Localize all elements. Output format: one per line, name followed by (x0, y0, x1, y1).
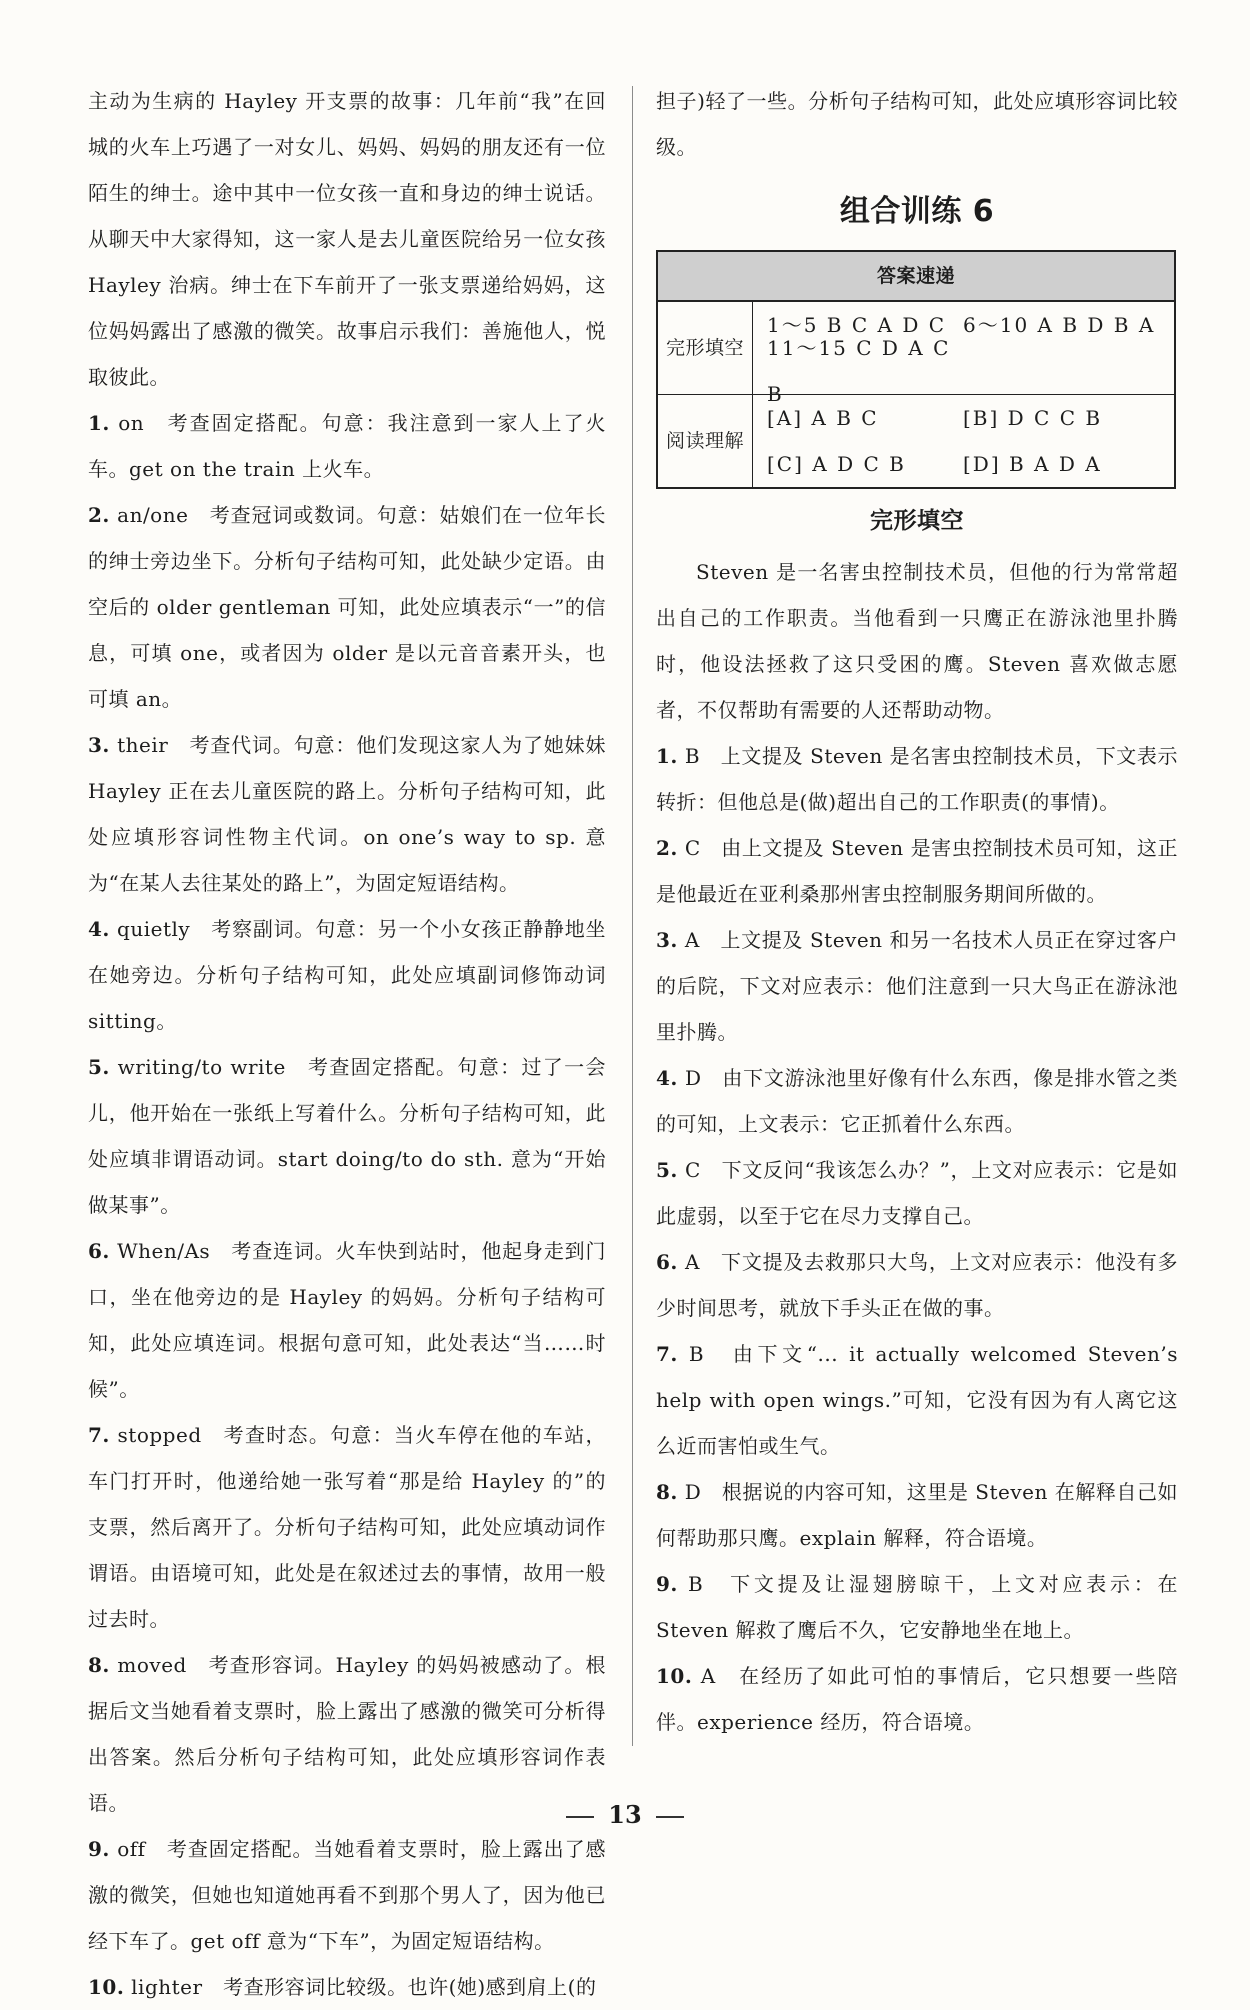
item-text: B 下文提及让湿翅膀晾干，上文对应表示：在 Steven 解救了鹰后不久，它安静地坐在地上。 (656, 1572, 1179, 1642)
item-text: on 考查固定搭配。句意：我注意到一家人上了火车。get on the train 上火车。 (88, 411, 607, 481)
item-number: 3. (88, 733, 110, 757)
list-item (656, 825, 1178, 917)
answer-cell (753, 395, 1176, 489)
item-text: off 考查固定搭配。当她看着支票时，脸上露出了感激的微笑，但她也知道她再看不到那个男人了，因为他已经下车了。get off 意为“下车”，为固定短语结构。 (88, 1837, 606, 1953)
item-number: 6. (656, 1250, 678, 1274)
answer-table-header: 答案速递 (657, 251, 1175, 301)
item-text: B 由下文“... it actually welcomed Steven’s help with open wings.”可知，它没有因为有人离它这么近而害怕或生气。 (656, 1342, 1178, 1458)
item-number: 4. (656, 1066, 678, 1090)
item-text: D 根据说的内容可知，这里是 Steven 在解释自己如何帮助那只鹰。explain 解释，符合语境。 (656, 1480, 1179, 1550)
list-item (656, 1653, 1178, 1745)
item-number: 8. (88, 1653, 110, 1677)
item-number: 10. (88, 1975, 125, 1999)
item-number: 9. (88, 1837, 110, 1861)
list-item (656, 1561, 1178, 1653)
list-item (88, 906, 606, 1044)
item-number: 2. (656, 836, 678, 860)
table-row (657, 395, 1175, 489)
list-item (656, 1055, 1178, 1147)
answer-group: 6～10 A B D B A (963, 313, 1156, 337)
item-text: their 考查代词。句意：他们发现这家人为了她妹妹 Hayley 正在去儿童医院的路上。分析句子结构可知，此处应填形容词性物主代词。on one’s way to sp. 意为“在某人去往某处的路上”，为固定短语结构。 (88, 733, 606, 895)
column-divider (632, 86, 633, 1746)
item-text: A 上文提及 Steven 和另一名技术人员正在穿过客户的后院，下文对应表示：他们注意到一只大鸟正在游泳池里扑腾。 (656, 928, 1179, 1044)
item-text: writing/to write 考查固定搭配。句意：过了一会儿，他开始在一张纸上写着什么。分析句子结构可知，此处应填非谓语动词。start doing/to do sth. 意为“开始做某事”。 (88, 1055, 606, 1217)
passage-summary: Steven 是一名害虫控制技术员，但他的行为常常超出自己的工作职责。当他看到一只鹰正在游泳池里扑腾时，他设法拯救了这只受困的鹰。Steven 喜欢做志愿者，不仅帮助有需要的人还帮助动物。 (656, 560, 1178, 722)
item-text: quietly 考察副词。句意：另一个小女孩正静静地坐在她旁边。分析句子结构可知，此处应填副词修饰动词 sitting。 (88, 917, 606, 1033)
list-item (88, 1228, 606, 1412)
list-item (656, 733, 1178, 825)
footer-dash (566, 1816, 594, 1818)
item-number: 5. (656, 1158, 678, 1182)
continuation-text: 担子)轻了一些。分析句子结构可知，此处应填形容词比较级。 (656, 89, 1178, 159)
list-item (88, 1642, 606, 1826)
list-item (88, 1044, 606, 1228)
page-number: 13 (608, 1800, 642, 1829)
table-row (657, 301, 1175, 395)
answer-group: [D] B A D A (963, 452, 1102, 476)
list-item (88, 722, 606, 906)
list-item (88, 1964, 606, 2010)
left-column (88, 78, 606, 2010)
item-number: 6. (88, 1239, 110, 1263)
item-number: 1. (88, 411, 110, 435)
answer-group: [C] A D C B (767, 452, 906, 476)
item-number: 4. (88, 917, 110, 941)
story-summary: 主动为生病的 Hayley 开支票的故事：几年前“我”在回城的火车上巧遇了一对女儿、妈妈、妈妈的朋友还有一位陌生的绅士。途中其中一位女孩一直和身边的绅士说话。从聊天中大家得知，这一家人是去儿童医院给另一位女孩 Hayley 治病。绅士在下车前开了一张支票递给妈妈，这位妈妈露出了感激的微笑。故事启示我们：善施他人，悦取彼此。 (88, 89, 606, 389)
list-item (656, 1469, 1178, 1561)
list-item (88, 1412, 606, 1642)
item-number: 5. (88, 1055, 110, 1079)
answer-group: 11～15 C D A C B (767, 336, 951, 406)
page-footer (0, 1800, 1250, 1829)
list-item (88, 400, 606, 492)
list-item (656, 917, 1178, 1055)
item-text: an/one 考查冠词或数词。句意：姑娘们在一位年长的绅士旁边坐下。分析句子结构可知，此处缺少定语。由空后的 older gentleman 可知，此处应填表示“一”的信息，可填 one，或者因为 older 是以元音音素开头，也可填 an。 (88, 503, 607, 711)
answer-group: [B] D C C B (963, 406, 1103, 430)
item-text: stopped 考查时态。句意：当火车停在他的车站，车门打开时，他递给她一张写着“那是给 Hayley 的”的支票，然后离开了。分析句子结构可知，此处应填动词作谓语。由语境可知，此处是在叙述过去的事情，故用一般过去时。 (88, 1423, 606, 1631)
item-number: 9. (656, 1572, 678, 1596)
answer-cell (753, 301, 1176, 406)
item-text: When/As 考查连词。火车快到站时，他起身走到门口，坐在他旁边的是 Hayley 的妈妈。分析句子结构可知，此处应填连词。根据句意可知，此处表达“当……时候”。 (88, 1239, 607, 1401)
item-number: 2. (88, 503, 110, 527)
right-column (656, 78, 1178, 1745)
section-title: 组合训练 6 (839, 194, 995, 229)
item-text: C 由上文提及 Steven 是害虫控制技术员可知，这正是他最近在亚利桑那州害虫控制服务期间所做的。 (656, 836, 1179, 906)
row-label: 阅读理解 (657, 395, 753, 489)
list-item (656, 1239, 1178, 1331)
answer-table (656, 250, 1176, 489)
row-label: 完形填空 (657, 301, 753, 395)
item-text: lighter 考查形容词比较级。也许(她)感到肩上(的 (131, 1975, 597, 1999)
item-text: A 在经历了如此可怕的事情后，它只想要一些陪伴。experience 经历，符合语境。 (656, 1664, 1179, 1734)
item-text: B 上文提及 Steven 是名害虫控制技术员，下文表示转折：但他总是(做)超出自己的工作职责(的事情)。 (656, 744, 1178, 814)
answer-group: [A] A B C (767, 406, 879, 430)
list-item (88, 1826, 606, 1964)
item-number: 7. (656, 1342, 678, 1366)
item-text: moved 考查形容词。Hayley 的妈妈被感动了。根据后文当她看着支票时，脸上露出了感激的微笑可分析得出答案。然后分析句子结构可知，此处应填形容词作表语。 (88, 1653, 606, 1815)
item-text: C 下文反问“我该怎么办？”，上文对应表示：它是如此虚弱，以至于它在尽力支撑自己。 (656, 1158, 1178, 1228)
subsection-title: 完形填空 (870, 508, 964, 534)
item-number: 3. (656, 928, 678, 952)
list-item (88, 492, 606, 722)
item-number: 8. (656, 1480, 678, 1504)
list-item (656, 1147, 1178, 1239)
list-item (656, 1331, 1178, 1469)
item-number: 10. (656, 1664, 693, 1688)
item-number: 1. (656, 744, 678, 768)
answer-group: 1～5 B C A D C (767, 313, 947, 337)
footer-dash (656, 1816, 684, 1818)
item-text: D 由下文游泳池里好像有什么东西，像是排水管之类的可知，上文表示：它正抓着什么东西。 (656, 1066, 1178, 1136)
item-number: 7. (88, 1423, 110, 1447)
item-text: A 下文提及去救那只大鸟，上文对应表示：他没有多少时间思考，就放下手头正在做的事。 (656, 1250, 1178, 1320)
